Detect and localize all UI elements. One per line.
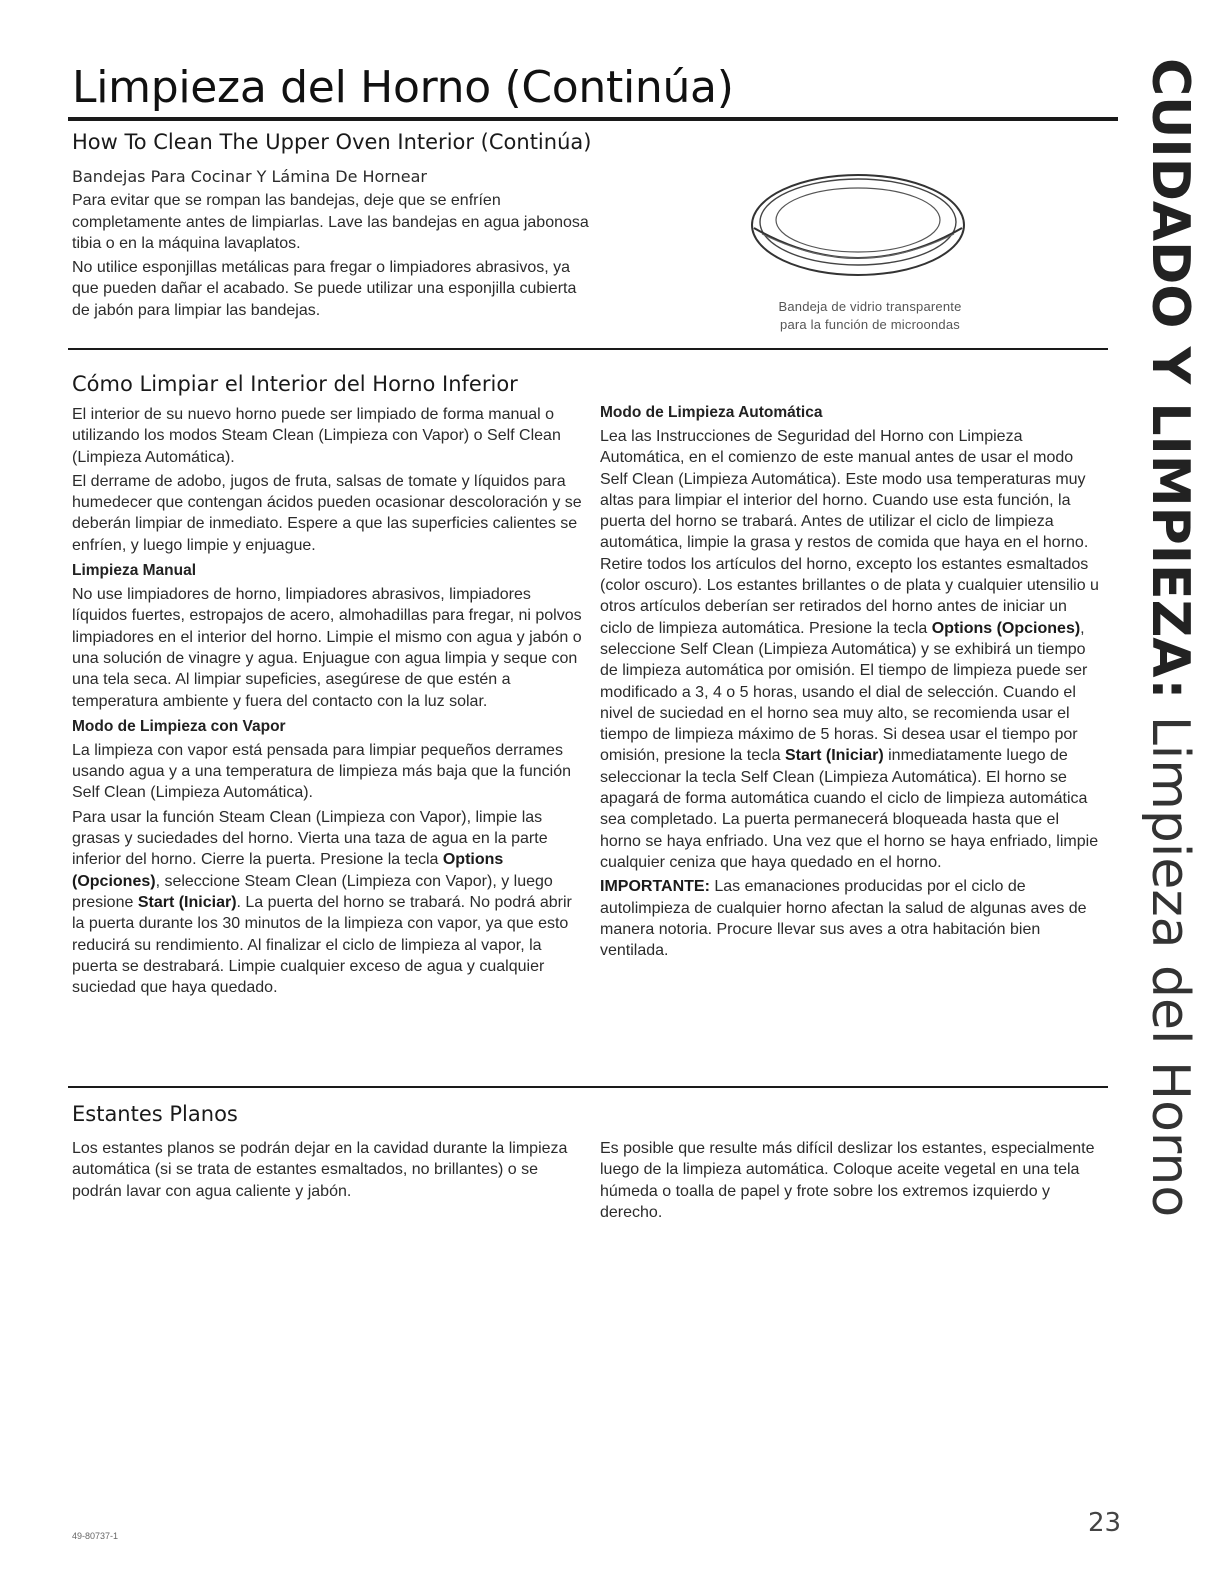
manual-heading: Limpieza Manual bbox=[72, 562, 197, 580]
lower-oven-heading: Cómo Limpiar el Interior del Horno Inferior bbox=[72, 372, 518, 396]
page-title: Limpieza del Horno (Continúa) bbox=[72, 62, 734, 113]
lower-right-column bbox=[600, 404, 1100, 964]
auto-clean-text: Lea las Instrucciones de Seguridad del Horno con Limpieza Automática, en el comienzo de este manual antes de usar el modo Self Clean (Limpieza Automática). Este modo usa temperaturas muy altas para limpiar el interior del horno. Cuando use esta función, la puerta del horno se trabará. Antes de utilizar el ciclo de limpieza automática, limpie la grasa y restos de comida que haya en el horno. Retire todos los artículos del horno, excepto los estantes esmaltados (color oscuro). Los estantes brillantes o de plata y cualquier utensilio u otros artículos deberían ser retirados del horno antes de iniciar un ciclo de limpieza automática. Presione la tecla Options (Opciones), seleccione Self Clean (Limpieza Automática) y se exhibirá un tiempo de limpieza automática por omisión. El tiempo de limpieza puede ser modificado a 3, 4 o 5 horas, usando el dial de selección. Cuando el nivel de suciedad en el horno sea muy alto, se recomienda usar el tiempo de limpieza máximo de 5 horas. Si desea usar el tiempo por omisión, presione la tecla Start (Iniciar) inmediatamente luego de seleccionar la tecla Self Clean (Limpieza Automática). El horno se apagará de forma automática cuando el ciclo de limpieza automática sea completado. La puerta permanecerá bloqueada hasta que el horno se haya enfriado. Una vez que el horno se haya enfriado, limpie cualquier ceniza que haya quedado en el horno. bbox=[600, 428, 1099, 871]
tray-caption bbox=[745, 298, 995, 334]
important-note: IMPORTANTE: Las emanaciones producidas por el ciclo de autolimpieza de cualquier horno afectan la salud de algunas aves de manera notoria. Procure llevar sus aves a otra habitación bien ventilada. bbox=[600, 878, 1087, 960]
lower-intro-2: El derrame de adobo, jugos de fruta, salsas de tomate y líquidos para humedecer que contengan ácidos pueden ocasionar descoloración y se deberán limpiar de inmediato. Espere a que las superficies calientes se enfríen, y luego limpie y enjuague. bbox=[72, 472, 582, 554]
racks-left-column bbox=[72, 1138, 582, 1205]
tray-caption-line-2: para la función de microondas bbox=[780, 317, 960, 332]
manual-text: No use limpiadores de horno, limpiadores abrasivos, limpiadores líquidos fuertes, estropajos de acero, almohadillas para fregar, ni polvos limpiadores en el interior del horno. Limpie el mismo con agua y jabón o una solución de vinagre y agua. Enjuague con agua limpia y seque con una tela seca. Al limpiar supeficies, asegúrese de que estén a temperatura ambiente y fuera del contacto con la luz solar. bbox=[72, 586, 582, 710]
upper-oven-text bbox=[72, 166, 592, 324]
trays-paragraph-2: No utilice esponjillas metálicas para fregar o limpiadores abrasivos, ya que pueden dañar el acabado. Se puede utilizar una esponjilla cubierta de jabón para limpiar las bandejas. bbox=[72, 259, 577, 319]
glass-tray-illustration bbox=[748, 170, 968, 290]
side-tab-light: Limpieza del Horno bbox=[1140, 699, 1200, 1218]
racks-heading: Estantes Planos bbox=[72, 1102, 238, 1126]
section-divider-2 bbox=[68, 1086, 1108, 1088]
auto-clean-heading: Modo de Limpieza Automática bbox=[600, 404, 823, 421]
title-divider bbox=[68, 117, 1118, 121]
steam-text-2: Para usar la función Steam Clean (Limpieza con Vapor), limpie las grasas y suciedades del horno. Vierta una taza de agua en la parte inferior del horno. Cierre la puerta. Presione la tecla Options (Opciones), seleccione Steam Clean (Limpieza con Vapor), y luego presione Start (Iniciar). La puerta del horno se trabará. No podrá abrir la puerta durante los 30 minutos de la limpieza con vapor, ya que esto reducirá su rendimiento. Al finalizar el ciclo de limpieza al vapor, la puerta se destrabará. Limpie cualquier exceso de agua y cualquier suciedad que haya quedado. bbox=[72, 808, 572, 997]
tray-caption-line-1: Bandeja de vidrio transparente bbox=[778, 299, 962, 314]
racks-right-column bbox=[600, 1138, 1100, 1226]
steam-text-1: La limpieza con vapor está pensada para limpiar pequeños derrames usando agua y a una temperatura de limpieza más baja que la función Self Clean (Limpieza Automática). bbox=[72, 741, 571, 802]
trays-paragraph-1: Para evitar que se rompan las bandejas, deje que se enfríen completamente antes de limpiarlas. Lave las bandejas en agua jabonosa tibia o en la máquina lavaplatos. bbox=[72, 192, 589, 252]
document-code: 49-80737-1 bbox=[72, 1531, 119, 1541]
section-divider-1 bbox=[68, 348, 1108, 350]
trays-subheading: Bandejas Para Cocinar Y Lámina De Hornear bbox=[72, 167, 427, 186]
page-number: 23 bbox=[1088, 1508, 1122, 1538]
lower-intro-1: El interior de su nuevo horno puede ser limpiado de forma manual o utilizando los modos Steam Clean (Limpieza con Vapor) o Self Clean (Limpieza Automática). bbox=[72, 406, 561, 466]
racks-right-text: Es posible que resulte más difícil deslizar los estantes, especialmente luego de la limpieza automática. Coloque aceite vegetal en una tela húmeda o toalla de papel y frote sobre los extremos izquierdo y derecho. bbox=[600, 1140, 1095, 1221]
lower-left-column bbox=[72, 404, 582, 1001]
upper-oven-heading: How To Clean The Upper Oven Interior (Continúa) bbox=[72, 130, 592, 154]
side-tab bbox=[1140, 58, 1200, 1218]
racks-left-text: Los estantes planos se podrán dejar en la cavidad durante la limpieza automática (si se trata de estantes esmaltados, no brillantes) o se podrán lavar con agua caliente y jabón. bbox=[72, 1140, 568, 1200]
side-tab-bold: CUIDADO Y LIMPIEZA: bbox=[1140, 58, 1200, 700]
steam-heading: Modo de Limpieza con Vapor bbox=[72, 717, 286, 735]
